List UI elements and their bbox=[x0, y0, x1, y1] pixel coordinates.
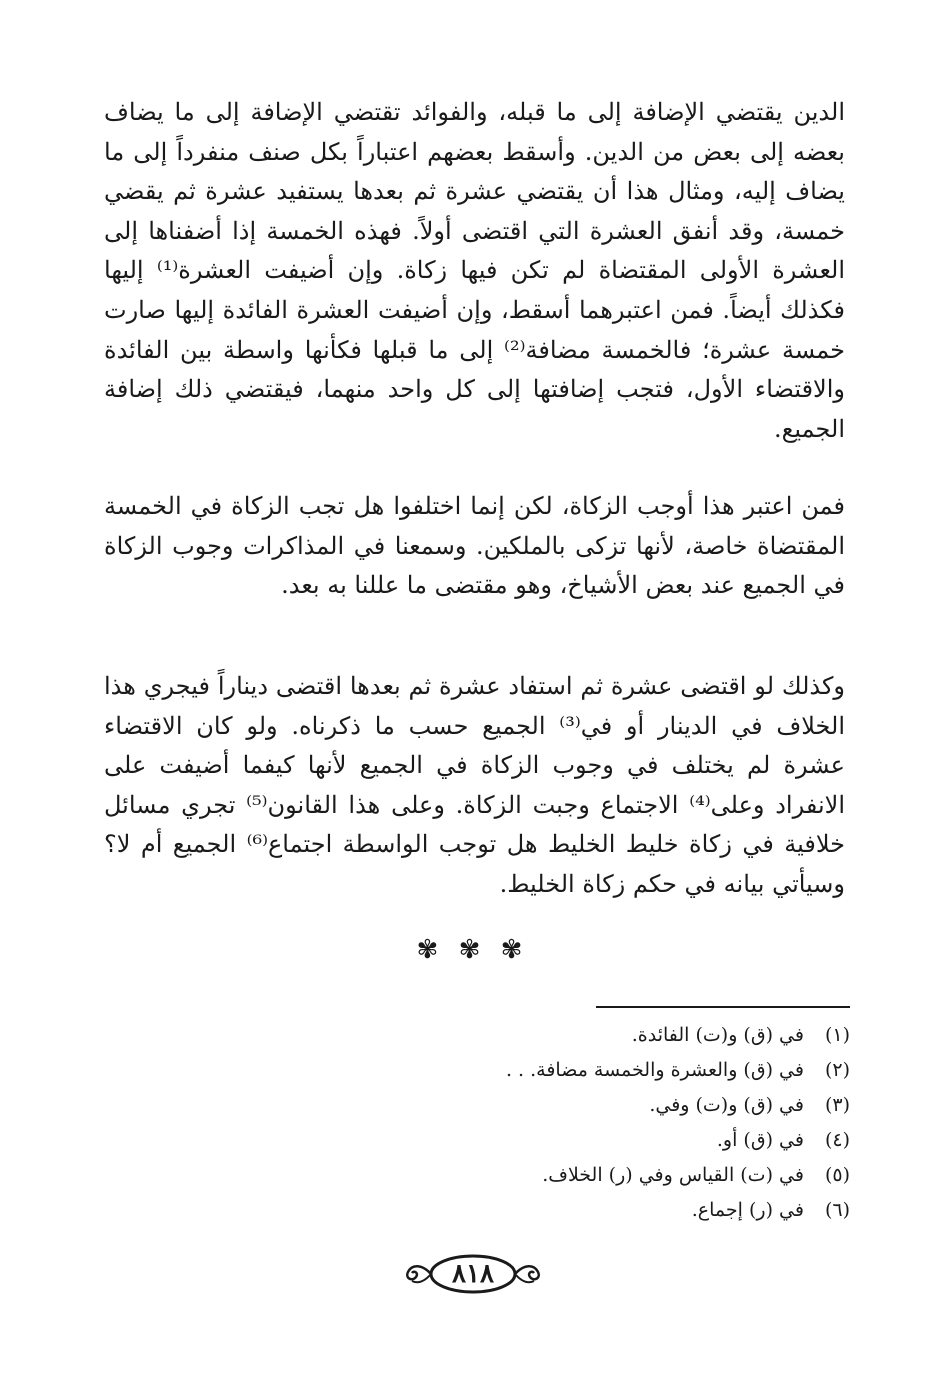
footnote-item bbox=[200, 1193, 850, 1228]
page-number: ٨١٨ bbox=[452, 1259, 494, 1289]
section-separator-ornament: ✾ ✾ ✾ bbox=[416, 935, 529, 965]
footnote-number: (٣) bbox=[824, 1094, 850, 1116]
footnote-number: (٤) bbox=[824, 1129, 850, 1151]
footnote-number: (٦) bbox=[824, 1199, 850, 1221]
footnote-text: في (ق) أو. bbox=[716, 1129, 804, 1151]
paragraph-2: فمن اعتبر هذا أوجب الزكاة، لكن إنما اختلفوا هل تجب الزكاة في الخمسة المقتضاة خاصة، لأنها تزكى بالملكين. وسمعنا في المذاكرات وجوب الزكاة في الجميع عند بعض الأشياخ، وهو مقتضى ما عللنا به بعد. bbox=[104, 492, 845, 600]
footnote-item bbox=[200, 1158, 850, 1193]
footnote-text: في (ق) و(ت) وفي. bbox=[649, 1094, 804, 1116]
paragraph-1: الدين يقتضي الإضافة إلى ما قبله، والفوائد تقتضي الإضافة إلى ما يضاف بعضه إلى بعض من الدين. وأسقط بعضهم اعتباراً بكل صنف منفرداً إلى ما يضاف إليه، ومثال هذا أن يقتضي عشرة ثم بعدها يستفيد عشرة ثم يقضي خمسة، وقد أنفق العشرة التي اقتضى أولاً. فهذه الخمسة إذا أضفناها إلى العشرة الأولى المقتضاة لم تكن فيها زكاة. وإن أضيفت العشرة⁽¹⁾ إليها فكذلك أيضاً. فمن اعتبرهما أسقط، وإن أضيفت العشرة الفائدة إليها صارت خمسة عشرة؛ فالخمسة مضافة⁽²⁾ إلى ما قبلها فكأنها واسطة بين الفائدة والاقتضاء الأول، فتجب إضافتها إلى كل واحد منهما، فيقتضي ذلك إضافة الجميع. bbox=[104, 98, 845, 443]
footnote-text: في (ت) القياس وفي (ر) الخلاف. bbox=[542, 1164, 804, 1186]
footnote-item bbox=[200, 1018, 850, 1053]
footnote-number: (٥) bbox=[824, 1164, 850, 1186]
footnote-number: (١) bbox=[824, 1024, 850, 1046]
page-number-frame bbox=[398, 1250, 548, 1298]
footnote-item bbox=[200, 1088, 850, 1123]
footnote-divider bbox=[596, 1006, 850, 1008]
footnote-text: في (ق) والعشرة والخمسة مضافة. . . bbox=[505, 1059, 804, 1081]
footnote-item bbox=[200, 1123, 850, 1158]
paragraph-3: وكذلك لو اقتضى عشرة ثم استفاد عشرة ثم بعدها اقتضى ديناراً فيجري هذا الخلاف في الدينار أو في⁽³⁾ الجميع حسب ما ذكرناه. ولو كان الاقتضاء عشرة لم يختلف في وجوب الزكاة في الجميع لأنها كيفما أضيفت على الانفراد وعلى⁽⁴⁾ الاجتماع وجبت الزكاة. وعلى هذا القانون⁽⁵⁾ تجري مسائل خلافية في زكاة خليط الخليط هل توجب الواسطة اجتماع⁽⁶⁾ الجميع أم لا؟ وسيأتي بيانه في حكم زكاة الخليط. bbox=[104, 672, 845, 898]
footnote-text: في (ق) و(ت) الفائدة. bbox=[631, 1024, 804, 1046]
footnotes-list bbox=[200, 1018, 850, 1228]
footnote-item bbox=[200, 1053, 850, 1088]
footnote-text: في (ر) إجماع. bbox=[691, 1199, 804, 1221]
footnote-number: (٢) bbox=[824, 1059, 850, 1081]
